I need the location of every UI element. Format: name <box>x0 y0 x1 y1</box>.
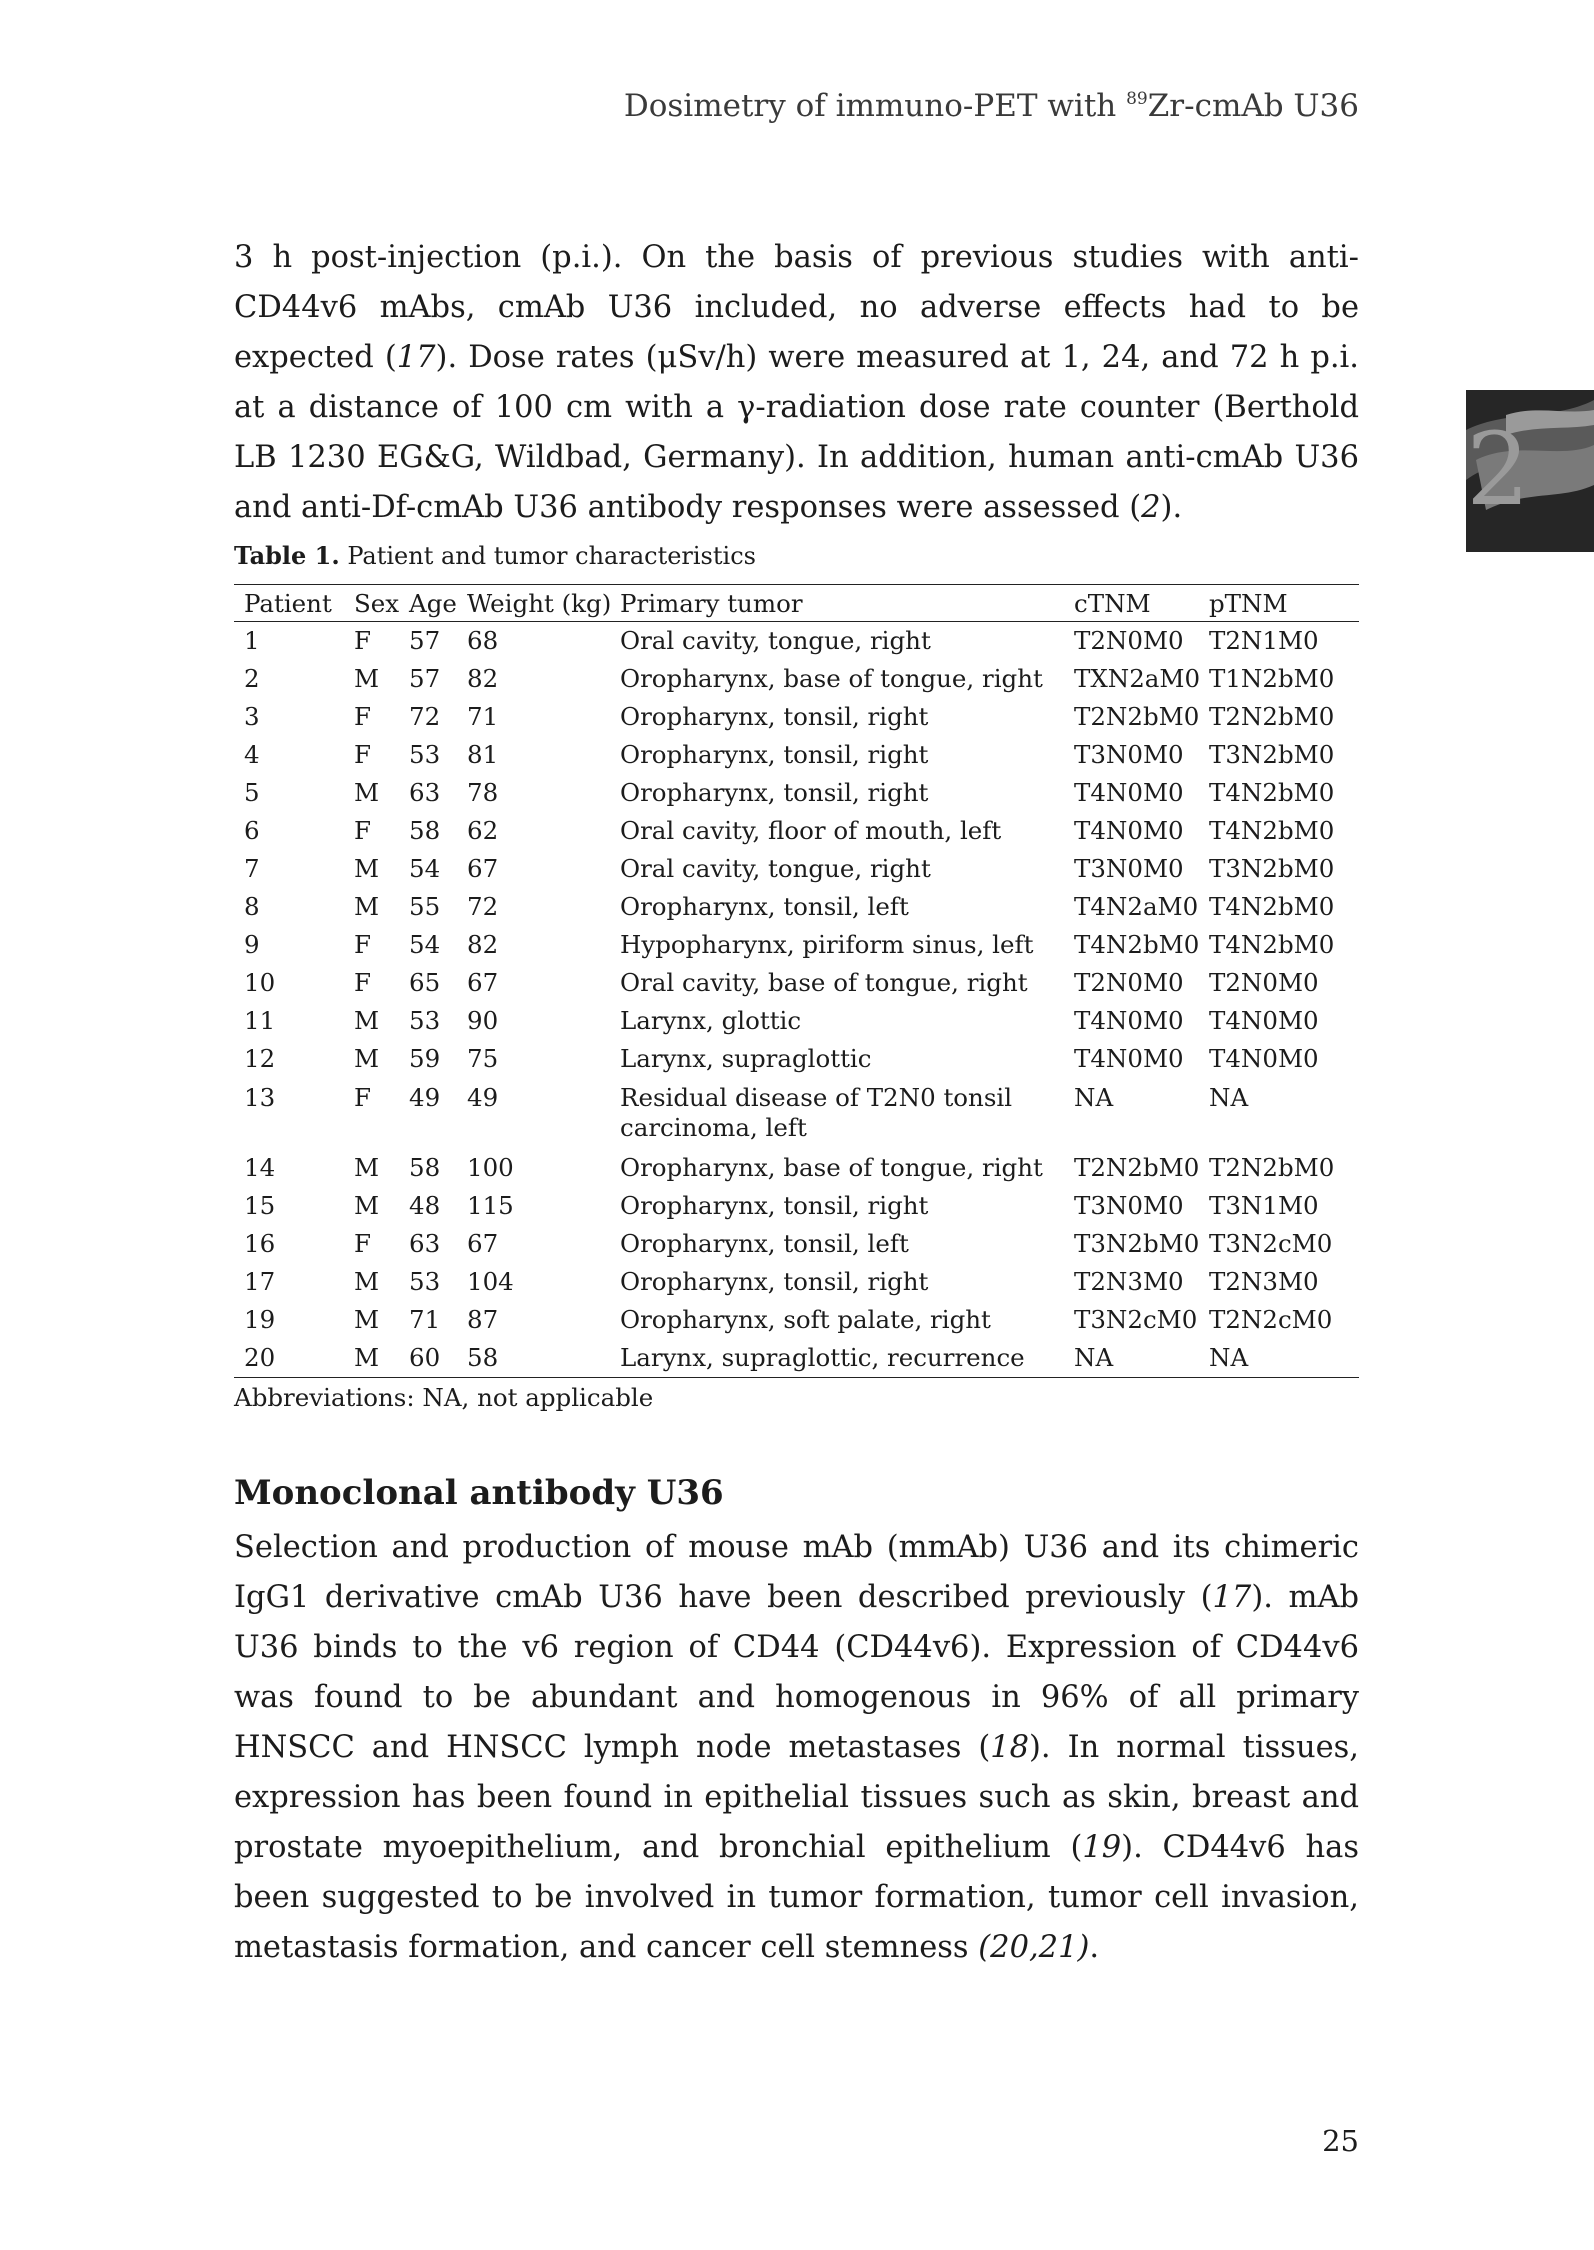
cell-weight: 90 <box>467 1006 499 1035</box>
cell-weight: 100 <box>467 1153 514 1182</box>
cell-patient: 8 <box>244 892 260 921</box>
cell-ctnm: NA <box>1074 1339 1209 1378</box>
col-header-primary-tumor: Primary tumor <box>620 585 1074 622</box>
cell-ctnm: T3N0M0 <box>1074 740 1184 769</box>
cell-patient: 4 <box>244 740 260 769</box>
cell-primary-tumor: Oropharynx, tonsil, right <box>620 1191 929 1220</box>
cell-sex: M <box>354 1305 380 1334</box>
cell-ctnm: T4N2aM0 <box>1074 892 1199 921</box>
cell-ptnm: T2N2cM0 <box>1209 1305 1333 1334</box>
cell-primary-tumor: Larynx, supraglottic <box>620 1044 872 1073</box>
cell-age: 58 <box>409 1153 441 1182</box>
cell-ctnm: T3N0M0 <box>1074 854 1184 883</box>
table-caption: Table 1. Patient and tumor characteristics <box>234 541 756 570</box>
cell-ptnm: T1N2bM0 <box>1209 664 1335 693</box>
table-row <box>234 1078 1359 1149</box>
table-row <box>234 660 1359 698</box>
cell-weight: 87 <box>467 1305 499 1334</box>
cell-patient: 19 <box>244 1305 276 1334</box>
running-head: Dosimetry of immuno-PET with $^{89}$Zr-cmAb U36 <box>623 88 1359 124</box>
cell-patient: 14 <box>244 1153 276 1182</box>
cell-sex: M <box>354 892 380 921</box>
cell-ctnm: T3N2bM0 <box>1074 1229 1200 1258</box>
cell-patient: 7 <box>244 854 260 883</box>
cell-age: 55 <box>409 892 441 921</box>
page-number: 25 <box>1322 2124 1359 2158</box>
chapter-number: 2 <box>1466 411 1530 528</box>
cell-ptnm: T2N1M0 <box>1209 626 1319 655</box>
table-row <box>234 1225 1359 1263</box>
col-header-age: Age <box>409 585 467 622</box>
cell-primary-tumor: Oropharynx, base of tongue, right <box>620 1153 1043 1182</box>
cell-ptnm: T2N3M0 <box>1209 1267 1319 1296</box>
table-row <box>234 1263 1359 1301</box>
cell-age: 54 <box>409 930 441 959</box>
cell-patient: 9 <box>244 930 260 959</box>
cell-weight: 75 <box>467 1044 499 1073</box>
cell-patient: 12 <box>244 1044 276 1073</box>
cell-ctnm: TXN2aM0 <box>1074 664 1201 693</box>
cell-primary-tumor: Oropharynx, tonsil, right <box>620 1267 929 1296</box>
cell-sex: M <box>354 778 380 807</box>
cell-patient: 13 <box>244 1083 276 1112</box>
cell-age: 48 <box>409 1191 441 1220</box>
cell-sex: M <box>354 1267 380 1296</box>
cell-weight: 115 <box>467 1191 514 1220</box>
cell-age: 57 <box>409 626 441 655</box>
cell-sex: F <box>354 626 371 655</box>
cell-age: 57 <box>409 664 441 693</box>
patient-characteristics-table <box>234 584 1359 1378</box>
table-header-row <box>234 585 1359 622</box>
cell-ptnm: T2N2bM0 <box>1209 1153 1335 1182</box>
cell-age: 58 <box>409 816 441 845</box>
cell-sex: F <box>354 930 371 959</box>
section-paragraph: Selection and production of mouse mAb (mmAb) U36 and its chimeric IgG1 derivative cmAb U36 have been described previously (17). mAb U36 binds to the v6 region of CD44 (CD44v6). Expression of CD44v6 was found to be abundant and homogenous in 96% of all primary HNSCC and HNSCC lymph node metastases (18). In normal tissues, expression has been found in epithelial tissues such as skin, breast and prostate myoepithelium, and bronchial epithelium (19). CD44v6 has been suggested to be involved in tumor formation, tumor cell invasion, metastasis formation, and cancer cell stemness (20,21). <box>234 1530 1359 1965</box>
citation: 17 <box>1212 1580 1252 1615</box>
cell-weight: 49 <box>467 1083 499 1112</box>
cell-age: 65 <box>409 968 441 997</box>
cell-ctnm: T3N0M0 <box>1074 1191 1184 1220</box>
table-row <box>234 1339 1359 1378</box>
cell-weight: 78 <box>467 778 499 807</box>
cell-primary-tumor: Oropharynx, tonsil, right <box>620 778 929 807</box>
section-heading: Monoclonal antibody U36 <box>234 1473 724 1513</box>
cell-primary-tumor: Larynx, glottic <box>620 1006 802 1035</box>
cell-age: 53 <box>409 1006 441 1035</box>
cell-ptnm: T4N2bM0 <box>1209 816 1335 845</box>
cell-primary-tumor: Larynx, supraglottic, recurrence <box>620 1339 1074 1378</box>
cell-age: 53 <box>409 1267 441 1296</box>
col-header-ctnm: cTNM <box>1074 585 1209 622</box>
cell-ptnm: T3N2bM0 <box>1209 854 1335 883</box>
intro-paragraph: 3 h post-injection (p.i.). On the basis of previous studies with anti-CD44v6 mAbs, cmAb U36 included, no adverse effects had to be expected (17). Dose rates (μSv/h) were measured at 1, 24, and 72 h p.i. at a distance of 100 cm with a γ-radiation dose rate counter (Berthold LB 1230 EG&G, Wildbad, Germany). In addition, human anti-cmAb U36 and anti-Df-cmAb U36 antibody responses were assessed (2). <box>234 240 1359 525</box>
cell-sex: F <box>354 968 371 997</box>
table-row <box>234 812 1359 850</box>
citation: 2 <box>1141 490 1161 525</box>
cell-age: 63 <box>409 778 441 807</box>
cell-primary-tumor: Oral cavity, tongue, right <box>620 854 931 883</box>
cell-weight: 72 <box>467 892 499 921</box>
cell-weight: 62 <box>467 816 499 845</box>
table-row <box>234 850 1359 888</box>
table-row <box>234 1002 1359 1040</box>
citation: 19 <box>1082 1830 1122 1865</box>
cell-ctnm: T4N0M0 <box>1074 1044 1184 1073</box>
cell-ptnm: T4N2bM0 <box>1209 892 1335 921</box>
table-row <box>234 774 1359 812</box>
cell-weight: 82 <box>467 930 499 959</box>
table-row <box>234 1187 1359 1225</box>
cell-ptnm: NA <box>1209 1083 1249 1112</box>
cell-weight: 67 <box>467 1229 499 1258</box>
cell-age: 53 <box>409 740 441 769</box>
cell-sex: M <box>354 1153 380 1182</box>
cell-ctnm: T2N0M0 <box>1074 626 1184 655</box>
cell-primary-tumor: Hypopharynx, piriform sinus, left <box>620 930 1034 959</box>
isotope-superscript: 89 <box>1126 89 1148 109</box>
col-header-weight: Weight (kg) <box>467 585 620 622</box>
cell-patient: 11 <box>244 1006 276 1035</box>
cell-primary-tumor: Oropharynx, soft palate, right <box>620 1305 991 1334</box>
cell-weight: 67 <box>467 854 499 883</box>
table-row <box>234 736 1359 774</box>
cell-ptnm: T3N2cM0 <box>1209 1229 1333 1258</box>
cell-sex: F <box>354 1229 371 1258</box>
cell-primary-tumor: Oropharynx, tonsil, right <box>620 702 929 731</box>
cell-sex: M <box>354 1339 409 1378</box>
cell-sex: M <box>354 1006 380 1035</box>
table-row <box>234 964 1359 1002</box>
cell-ctnm: T3N2cM0 <box>1074 1305 1198 1334</box>
col-header-patient: Patient <box>234 585 354 622</box>
cell-primary-tumor: Oral cavity, floor of mouth, left <box>620 816 1002 845</box>
cell-patient: 16 <box>244 1229 276 1258</box>
cell-ptnm: T4N0M0 <box>1209 1044 1319 1073</box>
cell-primary-tumor: Oral cavity, tongue, right <box>620 626 931 655</box>
cell-primary-tumor: Oropharynx, tonsil, left <box>620 892 909 921</box>
cell-ptnm: T2N0M0 <box>1209 968 1319 997</box>
cell-weight: 104 <box>467 1267 514 1296</box>
cell-ctnm: T2N2bM0 <box>1074 702 1200 731</box>
cell-patient: 10 <box>244 968 276 997</box>
cell-age: 71 <box>409 1305 441 1334</box>
col-header-sex: Sex <box>354 585 409 622</box>
cell-ptnm: NA <box>1209 1339 1359 1378</box>
cell-ptnm: T3N2bM0 <box>1209 740 1335 769</box>
cell-ptnm: T2N2bM0 <box>1209 702 1335 731</box>
cell-patient: 20 <box>234 1339 354 1378</box>
cell-patient: 2 <box>244 664 260 693</box>
table-row <box>234 1149 1359 1187</box>
cell-weight: 71 <box>467 702 499 731</box>
citation: 18 <box>990 1730 1030 1765</box>
citation: (20,21) <box>978 1930 1090 1965</box>
table-row <box>234 888 1359 926</box>
cell-ctnm: T2N0M0 <box>1074 968 1184 997</box>
table-footnote: Abbreviations: NA, not applicable <box>234 1383 654 1412</box>
cell-weight: 82 <box>467 664 499 693</box>
cell-ctnm: T4N0M0 <box>1074 816 1184 845</box>
cell-ptnm: T4N2bM0 <box>1209 930 1335 959</box>
cell-weight: 67 <box>467 968 499 997</box>
cell-ctnm: T2N3M0 <box>1074 1267 1184 1296</box>
cell-ptnm: T3N1M0 <box>1209 1191 1319 1220</box>
cell-primary-tumor: Residual disease of T2N0 tonsil carcinoma, left <box>620 1083 1013 1142</box>
cell-age: 54 <box>409 854 441 883</box>
cell-age: 60 <box>409 1339 467 1378</box>
cell-patient: 6 <box>244 816 260 845</box>
table-row <box>234 698 1359 736</box>
cell-age: 49 <box>409 1083 441 1112</box>
cell-weight: 68 <box>467 626 499 655</box>
table-row <box>234 622 1359 661</box>
cell-sex: F <box>354 740 371 769</box>
cell-patient: 5 <box>244 778 260 807</box>
cell-sex: F <box>354 1083 371 1112</box>
cell-ptnm: T4N2bM0 <box>1209 778 1335 807</box>
cell-age: 63 <box>409 1229 441 1258</box>
cell-patient: 17 <box>244 1267 276 1296</box>
table-row <box>234 1301 1359 1339</box>
cell-sex: M <box>354 854 380 883</box>
col-header-ptnm: pTNM <box>1209 585 1359 622</box>
cell-sex: M <box>354 1044 380 1073</box>
cell-weight: 81 <box>467 740 499 769</box>
cell-patient: 15 <box>244 1191 276 1220</box>
cell-primary-tumor: Oropharynx, tonsil, left <box>620 1229 909 1258</box>
cell-ctnm: NA <box>1074 1083 1114 1112</box>
cell-sex: M <box>354 1191 380 1220</box>
cell-ctnm: T4N0M0 <box>1074 778 1184 807</box>
cell-ctnm: T4N0M0 <box>1074 1006 1184 1035</box>
cell-age: 72 <box>409 702 441 731</box>
cell-sex: F <box>354 816 371 845</box>
citation: 17 <box>396 340 436 375</box>
cell-sex: M <box>354 664 380 693</box>
cell-ctnm: T4N2bM0 <box>1074 930 1200 959</box>
cell-weight: 58 <box>467 1339 620 1378</box>
cell-patient: 3 <box>244 702 260 731</box>
table-row <box>234 926 1359 964</box>
cell-sex: F <box>354 702 371 731</box>
cell-primary-tumor: Oropharynx, tonsil, right <box>620 740 929 769</box>
cell-ctnm: T2N2bM0 <box>1074 1153 1200 1182</box>
chapter-tab <box>1466 390 1594 552</box>
cell-age: 59 <box>409 1044 441 1073</box>
cell-patient: 1 <box>244 626 260 655</box>
cell-primary-tumor: Oropharynx, base of tongue, right <box>620 664 1043 693</box>
cell-primary-tumor: Oral cavity, base of tongue, right <box>620 968 1028 997</box>
table-row <box>234 1040 1359 1078</box>
cell-ptnm: T4N0M0 <box>1209 1006 1319 1035</box>
